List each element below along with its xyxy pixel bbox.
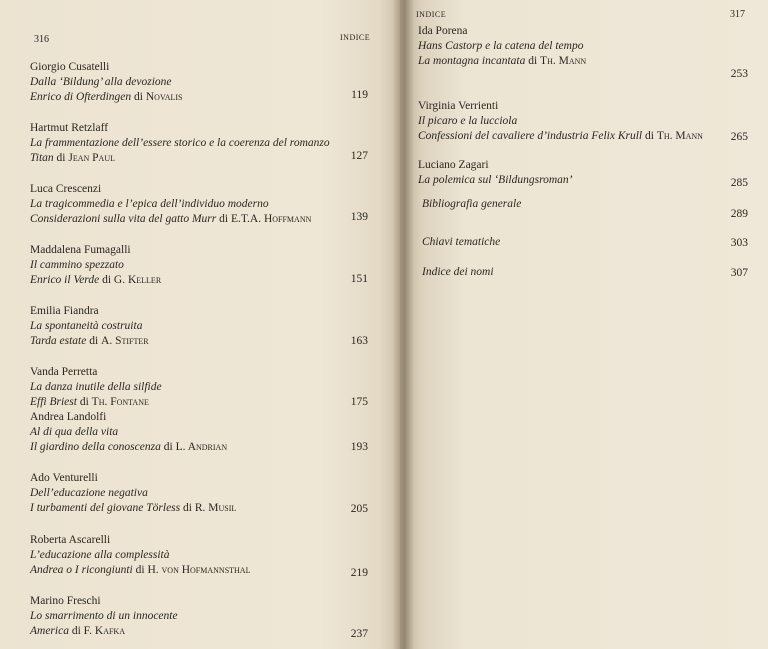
entry-essay-title: Dalla ‘Bildung’ alla devozione [30,76,172,88]
entry-page-number: 163 [350,335,368,347]
entry-author: Marino Freschi [30,595,101,607]
work-di: di [180,502,195,514]
work-di: di [132,564,148,576]
work-title: Tarda estate [30,335,87,347]
entry-page-number: 151 [350,273,368,285]
toc-entry [30,304,350,349]
entry-work [30,90,350,105]
toc-entry [30,243,350,288]
work-title: La montagna incantata [418,55,526,67]
toc-entry [30,365,350,410]
entry-essay-title: Il picaro e la lucciola [418,115,518,127]
work-di: di [68,625,84,637]
work-di: di [525,55,541,67]
work-title: Il giardino della conoscenza [30,441,161,453]
entry-page-number: 205 [350,503,368,515]
entry-essay-title: La spontaneità costruita [30,320,143,332]
work-title: Andrea o I ricongiunti [30,564,133,576]
entry-essay-title: L’educazione alla complessità [30,549,170,561]
entry-page-number: 265 [730,131,748,143]
entry-work [30,212,350,227]
entry-author: Luciano Zagari [418,159,489,171]
entry-page-number: 175 [350,396,368,408]
toc-entry [418,158,728,188]
work-author: E.T.A. Hoffmann [230,213,312,225]
work-author: Jean Paul [68,152,115,164]
work-di: di [160,441,176,453]
entry-page-number: 303 [730,237,748,249]
entry-author: Emilia Fiandra [30,305,99,317]
work-di: di [76,396,92,408]
work-author: R. Musil [194,502,237,514]
toc-entry [30,533,350,578]
entry-work [30,563,350,578]
work-author: G. Keller [113,274,162,286]
entry-author: Andrea Landolfi [30,411,107,423]
book-gutter [392,0,414,649]
entry-author: Ado Venturelli [30,472,98,484]
work-author: Th. Mann [540,55,587,67]
entry-page-number: 285 [730,177,748,189]
work-author: H. von Hofmannsthal [147,564,251,576]
entry-page-number: 307 [730,267,748,279]
work-di: di [53,152,69,164]
work-author: Novalis [145,91,183,103]
entry-author: Luca Crescenzi [30,183,102,195]
page-number: 317 [730,9,745,20]
work-title: Enrico il Verde [30,274,100,286]
entry-page-number: 193 [350,441,368,453]
toc-entry [30,121,350,166]
right-page [400,0,768,649]
entry-page-number: 289 [730,208,748,220]
work-title: Considerazioni sulla vita del gatto Murr [30,213,217,225]
toc-thematic-keys: Chiavi tematiche [422,236,501,248]
work-di: di [131,91,146,103]
work-author: L. Andrian [175,441,228,453]
work-title: I turbamenti del giovane Törless [30,502,181,514]
toc-entry [30,60,350,105]
toc-entry [30,410,350,455]
entry-work [30,273,350,288]
toc-entry [30,471,350,516]
work-di: di [99,274,114,286]
toc-entry [418,99,728,144]
entry-page-number: 139 [350,211,368,223]
work-title: Effi Briest [30,396,77,408]
work-di: di [216,213,231,225]
entry-author: Vanda Perretta [30,366,98,378]
toc-entry [30,182,350,227]
entry-author: Maddalena Fumagalli [30,244,131,256]
entry-author: Giorgio Cusatelli [30,61,110,73]
work-title: Titan [30,152,54,164]
toc-entry [418,24,728,69]
entry-essay-title: Dell’educazione negativa [30,487,148,499]
entry-author: Ida Porena [418,25,468,37]
entry-essay-title: La tragicommedia e l’epica dell’individuo moderno [30,198,269,210]
entry-essay-title: Il cammino spezzato [30,259,124,271]
toc-name-index: Indice dei nomi [422,266,494,278]
work-title: Enrico di Ofterdingen [30,91,132,103]
entry-essay-title: La danza inutile della silfide [30,381,162,393]
entry-essay-title: La frammentazione dell’essere storico e la coerenza del romanzo [30,137,330,149]
entry-work [30,624,350,639]
running-header: INDICE [416,10,447,19]
work-title: Confessioni del cavaliere d’industria Felix Krull [418,130,643,142]
work-author: A. Stifter [101,335,149,347]
entry-author: Roberta Ascarelli [30,534,111,546]
page-number: 316 [34,34,49,45]
entry-work [418,129,728,144]
entry-essay-title: Lo smarrimento di un innocente [30,610,178,622]
entry-essay-title: Hans Castorp e la catena del tempo [418,40,584,52]
work-author: F. Kafka [83,625,125,637]
work-author: Th. Fontane [91,396,149,408]
entry-essay-title: La polemica sul ‘Bildungsroman’ [418,174,573,186]
entry-work [30,440,350,455]
entry-essay-title: Al di qua della vita [30,426,119,438]
toc-bibliography: Bibliografia generale [422,198,522,210]
work-di: di [642,130,657,142]
entry-work [30,151,350,166]
entry-page-number: 119 [351,89,368,101]
entry-work [418,54,728,69]
entry-page-number: 219 [350,567,368,579]
entry-page-number: 253 [730,68,748,80]
entry-work [30,334,350,349]
work-title: America [30,625,69,637]
running-header: INDICE [340,33,371,42]
work-di: di [86,335,102,347]
entry-author: Hartmut Retzlaff [30,122,109,134]
entry-author: Virginia Verrienti [418,100,499,112]
entry-page-number: 237 [350,628,368,640]
entry-work [30,501,350,516]
work-author: Th. Mann [656,130,703,142]
toc-entry [30,594,350,639]
entry-page-number: 127 [350,150,368,162]
entry-work [30,395,350,410]
